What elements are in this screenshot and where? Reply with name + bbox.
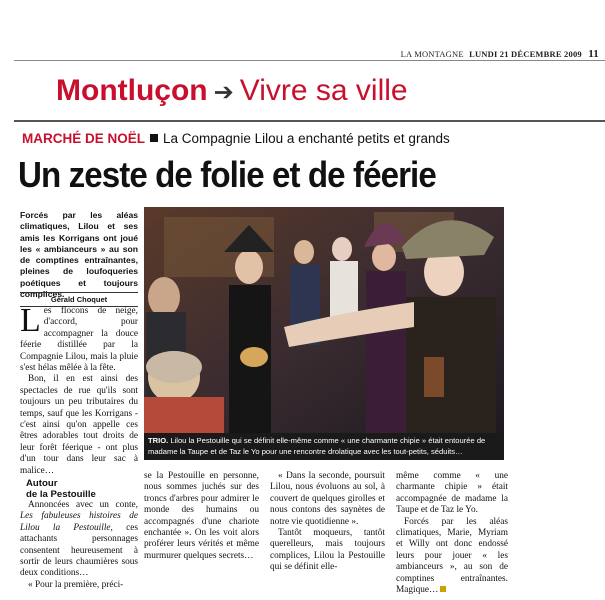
page-number: 11 — [588, 48, 599, 60]
paragraph-3 — [20, 500, 138, 580]
end-mark-icon — [440, 586, 446, 592]
article-column-3 — [270, 471, 385, 574]
caption-text: Lilou la Pestouille qui se définit elle-même comme « une charmante chipie » était entourée de madame la Taupe et de Taz le Yo pour une rencontre drolatique avec les tout-petits, séduits… — [148, 436, 486, 456]
paragraph-4: « Pour la première, préci- — [28, 579, 124, 590]
article-column-4 — [396, 471, 508, 596]
article-byline: Gérald Choquet — [20, 292, 138, 307]
article-headline: Un zeste de folie et de féerie — [18, 154, 436, 195]
article-column-2 — [144, 471, 259, 562]
subheading-line: Autour — [26, 478, 58, 489]
caption-lead: TRIO. — [148, 436, 169, 445]
section-subtitle: Vivre sa ville — [239, 74, 408, 107]
section-header — [56, 74, 408, 108]
article-photo — [144, 207, 504, 433]
square-bullet-icon — [150, 134, 158, 142]
paragraph-2: Bon, il en est ainsi des spectacles de rue qu'ils sont toujours un peu tributaires du temps, sauf que les Korrigans - c'est ainsi qu'on appelle ces êtres adorables tout droits de leur forêt féerique - ont plus d'un tour dans leur sac à malice… — [20, 374, 138, 476]
column-4-paragraph-2 — [396, 517, 508, 597]
photo-illustration — [144, 207, 504, 433]
column-4-paragraph-1: même comme « une charmante chipie » était accompagnée de madame la Taupe et de Taz le Yo. — [396, 471, 508, 516]
drop-cap: L — [20, 302, 41, 339]
paragraph-1: es flocons de neige, d'accord, pour accompagner la douce féerie distillée par la Compagnie Lilou, mais la pluie s'est hélas mêlée à la fête. — [20, 306, 138, 374]
section-rule — [14, 120, 605, 122]
kicker-rubric: MARCHÉ DE NOËL — [22, 131, 146, 146]
subheading — [26, 478, 96, 500]
newspaper-name: LA MONTAGNE — [400, 49, 464, 59]
arrow-right-icon: ➔ — [213, 79, 234, 106]
article-standfirst: Forcés par les aléas climatiques, Lilou et ses amis les Korrigans ont joué les « ambianceurs » au son de comptines entraînantes, pleines de loufoqueries poétiques et toujours complices. — [20, 210, 138, 300]
subheading-line: de la Pestouille — [26, 489, 96, 500]
top-rule — [14, 60, 605, 61]
column-2-text: se la Pestouille en personne, nous sommes juchés sur des troncs d'arbres pour admirer le monde des humains ou accompagnés d'une chariote enchantée ». On les voit alors proférer leurs vérités et même murmurer quelques secrets… — [144, 471, 259, 561]
kicker-text: La Compagnie Lilou a enchanté petits et grands — [163, 131, 450, 146]
article-column-1 — [20, 302, 138, 477]
paragraph-3-text: Annoncées avec un conte, — [28, 500, 138, 510]
issue-date: LUNDI 21 DÉCEMBRE 2009 — [469, 49, 582, 59]
paragraph-3-text: , ces attachants personnages consentent heureusement à sortir de leurs chaumières sous deux conditions… — [20, 522, 138, 579]
article-column-1-continued — [20, 500, 138, 591]
article-kicker — [22, 131, 450, 146]
section-city: Montluçon — [56, 74, 208, 107]
column-3-paragraph-1: « Dans la seconde, poursuit Lilou, nous évoluons au sol, à couvert de quelques girolles et nous contons des saynètes de notre vie quotidienne ». — [270, 471, 385, 527]
page-folio — [401, 48, 599, 60]
photo-caption — [144, 433, 504, 460]
story-title: Les fabuleuses histoires de Lilou la Pestouille — [20, 511, 138, 533]
column-4-paragraph-2-text: Forcés par les aléas climatiques, Marie, Myriam et Willy ont donc endossé leurs pour jouer « les ambianceurs », au son de comptines entraînantes. Magique… — [396, 516, 508, 596]
column-3-paragraph-2: Tantôt moqueurs, tantôt querelleurs, mais toujours complices, Lilou la Pestouille qui se définit elle- — [270, 528, 385, 573]
